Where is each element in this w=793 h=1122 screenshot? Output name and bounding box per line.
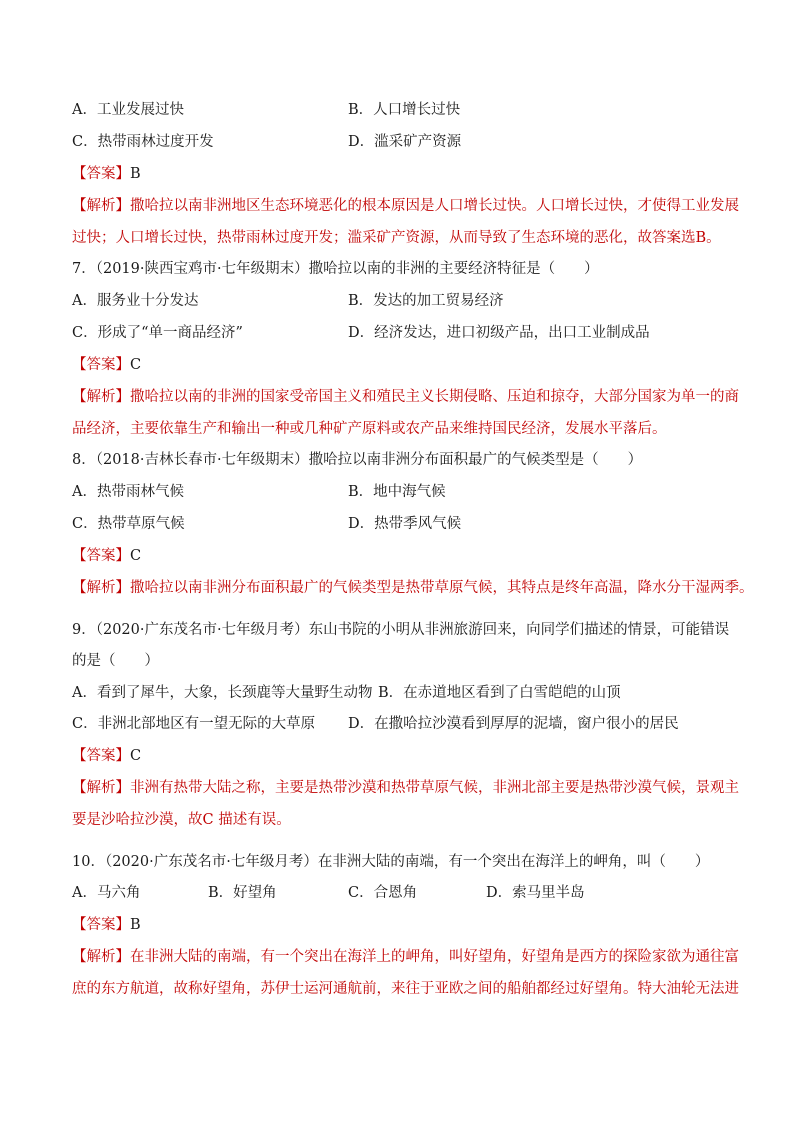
q9-option-b: B．在赤道地区看到了白雪皑皑的山顶 <box>378 685 621 701</box>
q8-option-d: D．热带季风气候 <box>348 516 462 532</box>
q9-answer: 【答案】C <box>72 748 142 764</box>
q9-stem-line-1: 9．（2020·广东茂名市·七年级月考）东山书院的小明从非洲旅游回来，向同学们描述的情景，可能错误 <box>72 622 730 638</box>
q9-analysis-line-1: 【解析】非洲有热带大陆之称，主要是热带沙漠和热带草原气候，非洲北部主要是热带沙漠气候，景观主 <box>72 780 739 796</box>
answer-value: B <box>130 166 141 182</box>
q7-answer: 【答案】C <box>72 357 142 373</box>
q9-option-a: A．看到了犀牛，大象，长颈鹿等大量野生动物 <box>72 685 373 701</box>
q8-stem: 8．（2018·吉林长春市·七年级期末）撒哈拉以南非洲分布面积最广的气候类型是（ ） <box>72 452 643 468</box>
q10-analysis-line-1: 【解析】在非洲大陆的南端，有一个突出在海洋上的岬角，叫好望角，好望角是西方的探险家欲为通往富 <box>72 949 739 965</box>
q10-stem: 10．（2020·广东茂名市·七年级月考）在非洲大陆的南端，有一个突出在海洋上的岬角，叫（ ） <box>72 854 710 870</box>
q7-option-c: C．形成了“单一商品经济” <box>72 325 243 341</box>
q10-option-d: D．索马里半岛 <box>486 885 585 901</box>
q6-analysis-line-2: 过快；人口增长过快，热带雨林过度开发；滥采矿产资源，从而导致了生态环境的恶化，故答案选B。 <box>72 230 721 246</box>
q9-option-d: D．在撒哈拉沙漠看到厚厚的泥墙，窗户很小的居民 <box>348 716 679 732</box>
q9-analysis-line-2: 要是沙哈拉沙漠，故C 描述有误。 <box>72 812 291 828</box>
q10-analysis-line-2: 庶的东方航道，故称好望角，苏伊士运河通航前，来往于亚欧之间的船舶都经过好望角。特大油轮无法进 <box>72 981 739 997</box>
q7-analysis-line-1: 【解析】撒哈拉以南的非洲的国家受帝国主义和殖民主义长期侵略、压迫和掠夺，大部分国家为单一的商 <box>72 389 739 405</box>
q6-option-b: B．人口增长过快 <box>348 102 461 118</box>
q6-answer <box>72 164 141 184</box>
q7-option-b: B．发达的加工贸易经济 <box>348 293 504 309</box>
answer-tag: 【答案】 <box>72 166 130 182</box>
q6-option-a: A．工业发展过快 <box>72 102 184 118</box>
q8-analysis-line-1: 【解析】撒哈拉以南非洲分布面积最广的气候类型是热带草原气候，其特点是终年高温，降水分干湿两季。 <box>72 580 754 596</box>
q6-option-c: C．热带雨林过度开发 <box>72 134 214 150</box>
q7-stem: 7．（2019·陕西宝鸡市·七年级期末）撒哈拉以南的非洲的主要经济特征是（ ） <box>72 261 599 277</box>
q8-answer: 【答案】C <box>72 548 142 564</box>
q10-option-c: C．合恩角 <box>348 885 418 901</box>
q10-option-b: B．好望角 <box>208 885 277 901</box>
q7-option-a: A．服务业十分发达 <box>72 293 199 309</box>
q10-option-a: A．马六角 <box>72 885 141 901</box>
q7-analysis-line-2: 品经济，主要依靠生产和输出一种或几种矿产原料或农产品来维持国民经济，发展水平落后。 <box>72 421 667 437</box>
q9-stem-line-2: 的是（ ） <box>72 653 159 669</box>
q10-answer: 【答案】B <box>72 917 141 933</box>
analysis-tag: 【解析】 <box>72 198 130 214</box>
q6-option-d: D．滥采矿产资源 <box>348 134 462 150</box>
q8-option-a: A．热带雨林气候 <box>72 484 184 500</box>
q8-option-b: B．地中海气候 <box>348 484 446 500</box>
q7-option-d: D．经济发达，进口初级产品，出口工业制成品 <box>348 325 650 341</box>
q8-option-c: C．热带草原气候 <box>72 516 185 532</box>
q9-option-c: C．非洲北部地区有一望无际的大草原 <box>72 716 316 732</box>
q6-analysis-line-1: 【解析】撒哈拉以南非洲地区生态环境恶化的根本原因是人口增长过快。人口增长过快，才使得工业发展 <box>72 198 739 214</box>
